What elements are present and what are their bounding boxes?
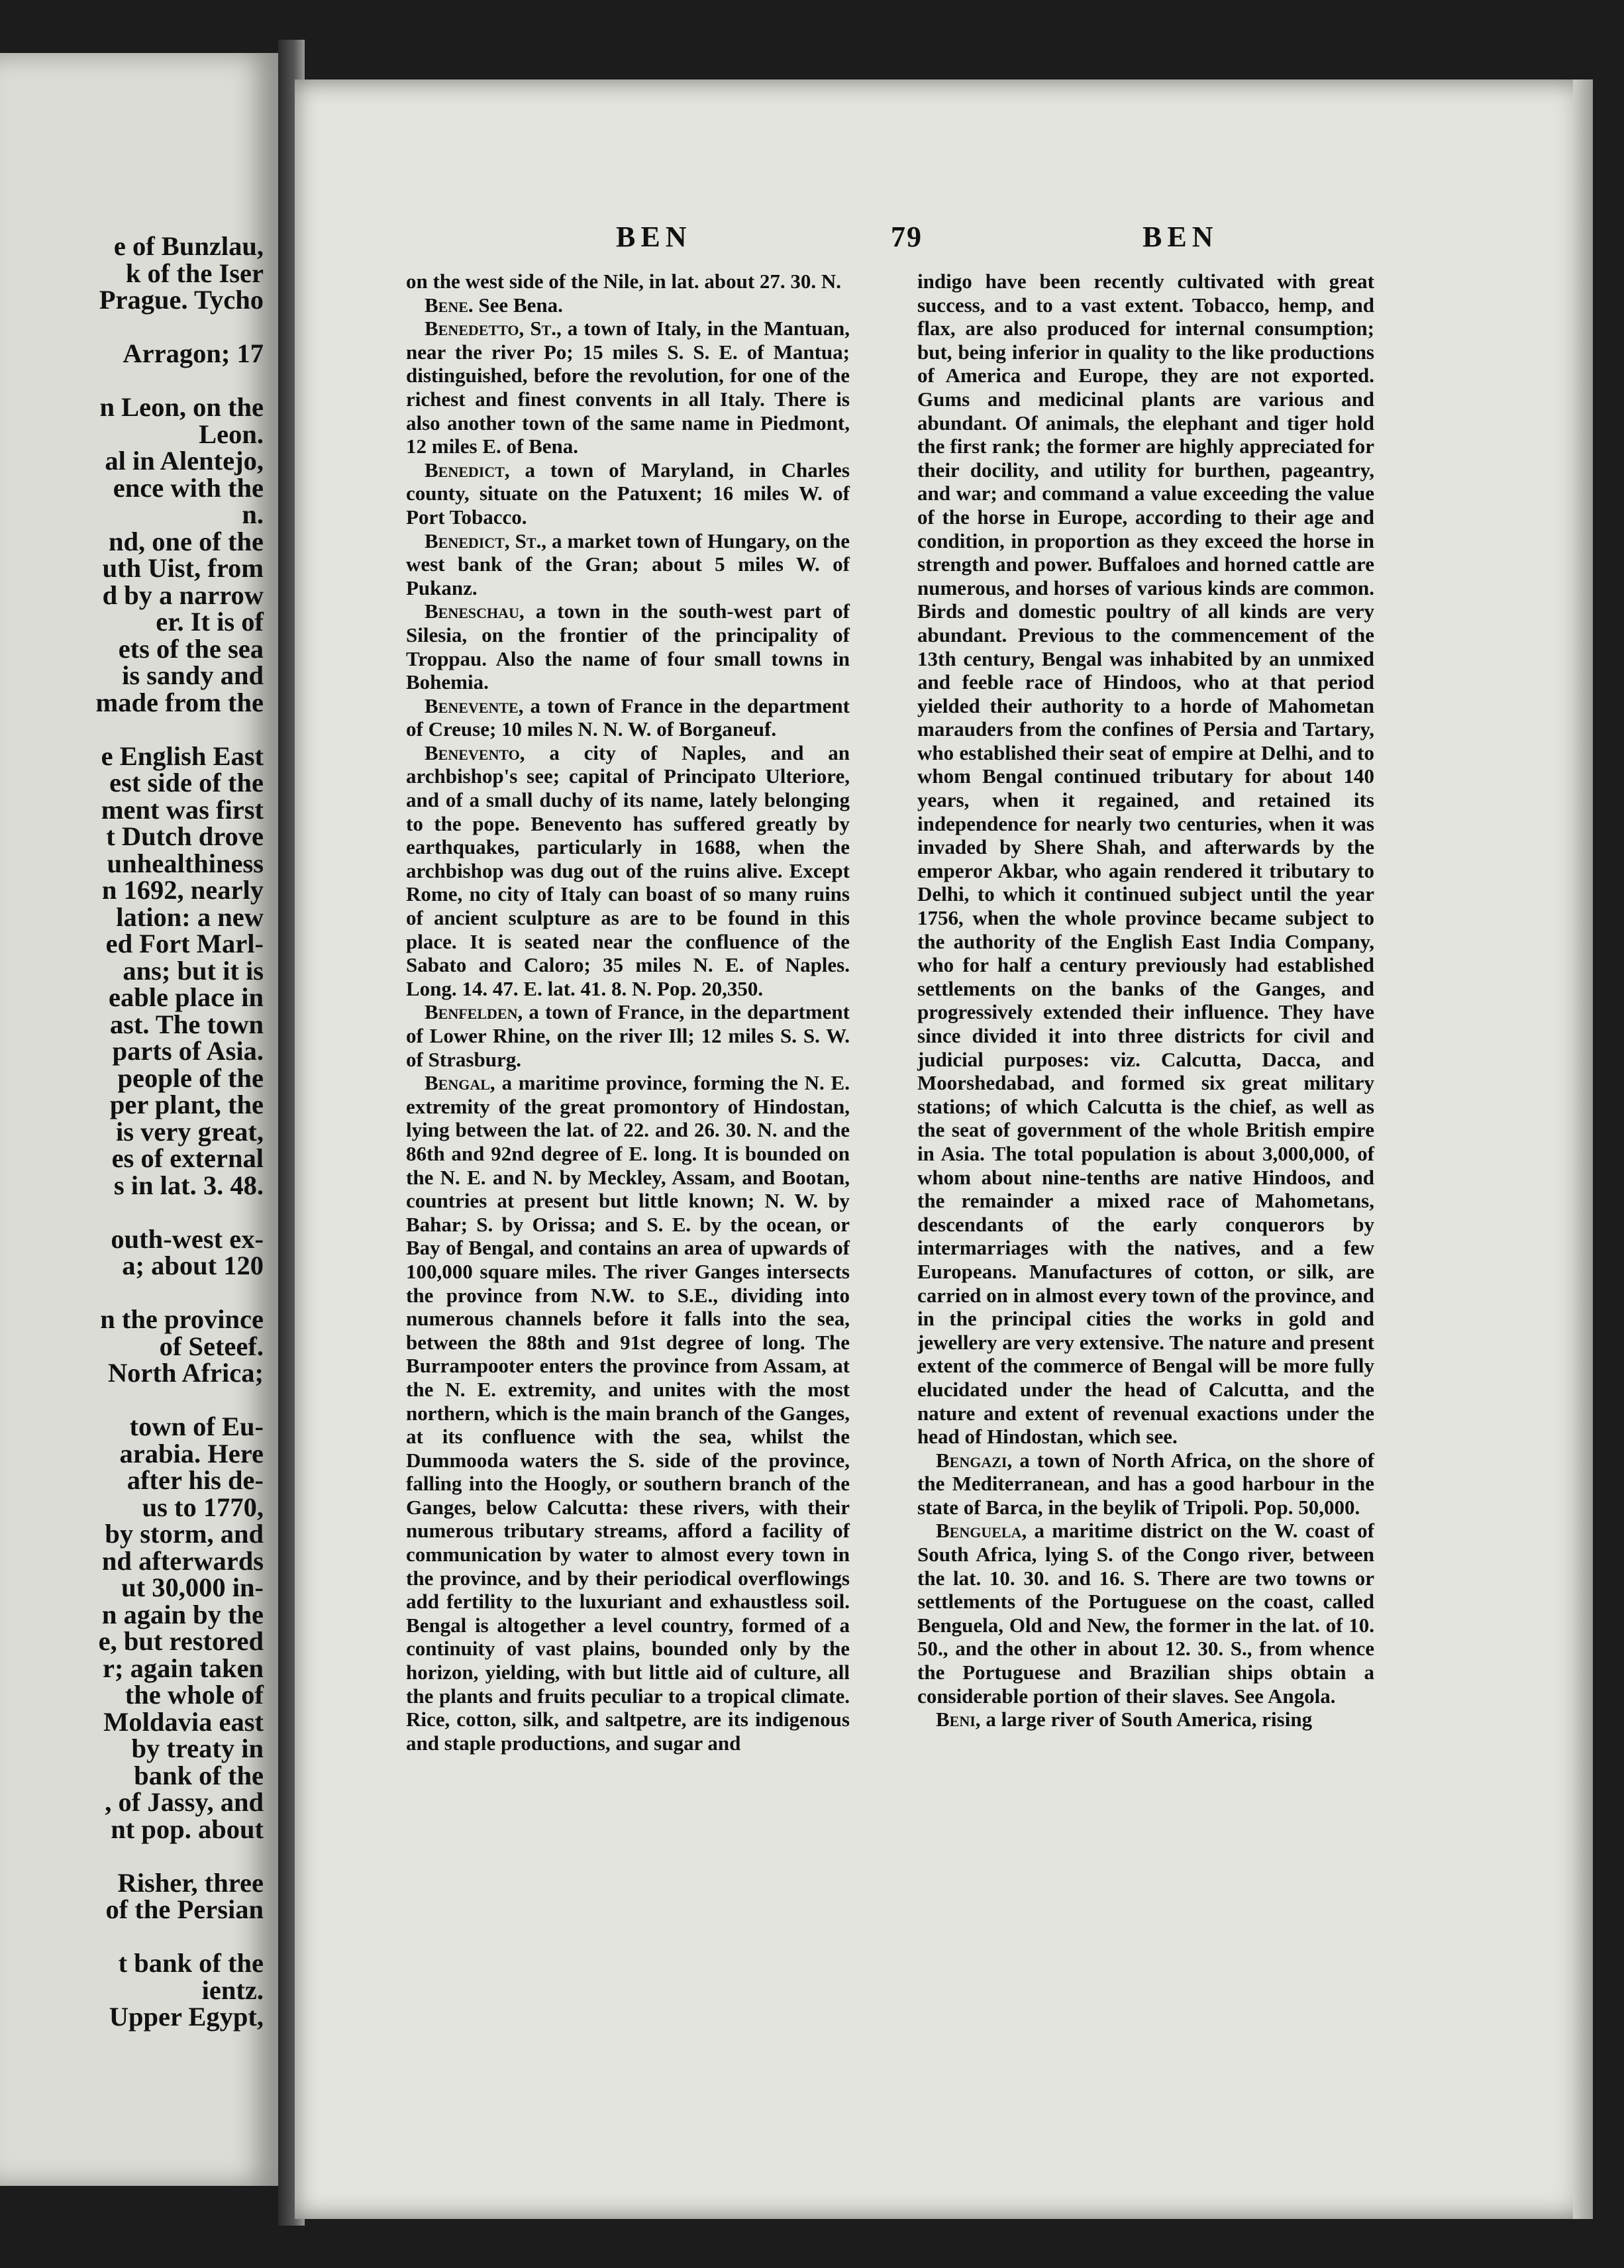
entry-headword: Benfelden,	[425, 1000, 523, 1024]
gazetteer-entry	[406, 694, 850, 741]
previous-page-line: ast. The town	[109, 1009, 264, 1039]
previous-page-line: us to 1770,	[142, 1492, 264, 1522]
previous-page-line: nd, one of the	[108, 526, 264, 556]
previous-page-line: t bank of the	[118, 1948, 264, 1978]
previous-page-line	[0, 1280, 264, 1307]
previous-page-line: outh-west ex-	[111, 1223, 264, 1254]
previous-page	[0, 53, 278, 2186]
previous-page-line: ans; but it is	[123, 955, 264, 986]
gazetteer-entry	[406, 317, 850, 458]
previous-page-line: unhealthiness	[107, 848, 264, 878]
previous-page-line	[0, 1843, 264, 1870]
previous-page-line	[0, 1924, 264, 1951]
gazetteer-entry	[406, 1071, 850, 1755]
entry-text: a town of Maryland, in Charles county, situate on the Patuxent; 16 miles W. of Port Tobacco.	[406, 458, 850, 529]
right-column	[917, 270, 1374, 1731]
previous-page-line: ientz.	[201, 1975, 264, 2005]
entry-headword: Benedetto, St.,	[425, 317, 562, 340]
entry-headword: Bengazi,	[936, 1448, 1013, 1472]
entry-text: on the west side of the Nile, in lat. about 27. 30. N.	[406, 270, 842, 293]
entry-text: See Bena.	[473, 293, 563, 317]
previous-page-line: the whole of	[125, 1680, 264, 1710]
entry-headword: Benevento,	[425, 741, 525, 764]
previous-page-line: Upper Egypt,	[109, 2002, 264, 2032]
entry-text: indigo have been recently cultivated with great success, and to a vast extent. Tobacco, hemp, and flax, are also produced for internal consumption; but, being inferior in quality to the like productions of America and Europe, they are not exported. Gums and medicinal plants are various and abundant. Of animals, the elephant and tiger hold the first rank; the former are highly appreciated for their docility, and utility for burthen, pageantry, and war; and command a value exceeding the value of the horse in Europe, according to their age and condition, in proportion as they exceed the horse in strength and power. Buffaloes and horned cattle are numerous, and horses of various kinds are common. Birds and domestic poultry of all kinds are very abundant. Previous to the commencement of the 13th century, Bengal was inhabited by an unmixed and feeble race of Hindoos, who at that period yielded their authority to a horde of Mahometan marauders from the confines of Persia and Tartary, who established their seat of empire at Delhi, and to whom Bengal continued tributary for about 140 years, when it regained, and retained its independence for nearly two centuries, when it was invaded by Shere Shah, and afterwards by the emperor Akbar, who again rendered it tributary to Delhi, to which it continued subject until the year 1756, when the whole province became subject to the authority of the English East India Company, who for half a century previously had established settlements on the banks of the Ganges, and progressively extended their influence. They have since divided it into three districts for civil and judicial purposes: viz. Calcutta, Dacca, and Moorshedabad, and formed six great military stations; of which Calcutta is the chief, as well as the seat of government of the whole British empire in Asia. The total population is about 3,000,000, of whom about nine-tenths are native Hindoos, and the remainder a mixed race of Mahometans, descendants of the early conquerors by intermarriages with the natives, and a few Europeans. Manufactures of cotton, or silk, are carried on in almost every town of the province, and in the principal cities the works in gold and jewellery are very extensive. The nature and present extent of the commerce of Bengal will be more fully elucidated under the head of Calcutta, and the nature and extent of revenual exactions under the head of Hindostan, which see.	[917, 270, 1374, 1449]
running-header	[295, 220, 1593, 257]
gazetteer-entry	[406, 270, 850, 293]
previous-page-line: e of Bunzlau,	[113, 231, 264, 261]
header-left-guide-word: BEN	[616, 221, 692, 253]
previous-page-line: per plant, the	[109, 1090, 264, 1119]
previous-page-line: er. It is of	[156, 607, 264, 637]
previous-page-line: r; again taken	[103, 1653, 264, 1683]
previous-page-line: n Leon, on the	[99, 392, 264, 422]
previous-page-line: people of the	[117, 1062, 264, 1093]
page-number: 79	[891, 221, 923, 253]
gazetteer-entry	[406, 599, 850, 694]
previous-page-line: nd afterwards	[101, 1545, 264, 1576]
previous-page-line: of Seteef.	[159, 1331, 264, 1361]
previous-page-line: is very great,	[115, 1116, 264, 1147]
previous-page-line: Prague. Tycho	[99, 285, 264, 315]
previous-page-line: lation: a new	[116, 902, 264, 932]
previous-page-line: n.	[242, 499, 264, 529]
previous-page-line: e, but restored	[98, 1626, 264, 1656]
previous-page-line: of the Persian	[105, 1894, 264, 1924]
gazetteer-entry	[406, 458, 850, 529]
previous-page-line: s in lat. 3. 48.	[113, 1170, 264, 1200]
previous-page-line: after his de-	[127, 1465, 264, 1495]
previous-page-line: uth Uist, from	[102, 553, 264, 583]
entry-text: a town in the south-west part of Silesia, on the frontier of the principality of Troppau. Also the name of four small towns in Bohemia.	[406, 599, 850, 694]
previous-page-line: by storm, and	[105, 1519, 264, 1549]
previous-page-line	[0, 368, 264, 395]
previous-page-line	[0, 716, 264, 743]
entry-text: a market town of Hungary, on the west bank of the Gran; about 5 miles W. of Pukanz.	[406, 529, 850, 599]
previous-page-line: ut 30,000 in-	[121, 1572, 264, 1602]
previous-page-line: arabia. Here	[119, 1438, 264, 1469]
entry-headword: Bene.	[425, 293, 474, 317]
book-page	[295, 79, 1593, 2219]
previous-page-line: town of Eu-	[129, 1412, 264, 1441]
entry-text: a maritime district on the W. coast of South Africa, lying S. of the Congo river, between the lat. 10. 30. and 16. S. There are two towns or settlements of the Portuguese on the coast, called Benguela, Old and New, the former in the lat. of 10. 50., and the other in about 12. 30. S., from whence the Portuguese and Brazilian ships obtain a considerable portion of their slaves. See Angola.	[917, 1519, 1374, 1708]
previous-page-line: e English East	[101, 741, 264, 771]
previous-page-line	[0, 1199, 264, 1226]
entry-headword: Benedict, St.,	[425, 529, 547, 552]
previous-page-line: parts of Asia.	[112, 1036, 264, 1066]
previous-page-line: Leon.	[199, 419, 264, 449]
previous-page-line: Arragon; 17	[123, 338, 264, 368]
header-right-guide-word: BEN	[1142, 221, 1219, 253]
gazetteer-entry	[917, 1708, 1374, 1731]
previous-page-line: es of external	[111, 1143, 264, 1173]
previous-page-line: d by a narrow	[102, 580, 264, 610]
entry-text: a city of Naples, and an archbishop's see; capital of Principato Ulteriore, and of a small duchy of its name, lately belonging to the pope. Benevento has suffered greatly by earthquakes, particularly in 1688, when the archbishop was dug out of the ruins alive. Except Rome, no city of Italy can boast of so many ruins of ancient sculpture as are to be found in this place. It is seated near the confluence of the Sabato and Caloro; 35 miles N. E. of Naples. Long. 14. 47. E. lat. 41. 8. N. Pop. 20,350.	[406, 741, 850, 1000]
previous-page-line: t Dutch drove	[106, 821, 264, 851]
previous-page-line: by treaty in	[131, 1733, 264, 1763]
previous-page-line: Risher, three	[117, 1867, 264, 1898]
previous-page-line: n the province	[100, 1304, 264, 1334]
gazetteer-entry	[406, 1000, 850, 1071]
previous-page-line: ets of the sea	[118, 633, 264, 664]
previous-page-line: North Africa;	[107, 1358, 264, 1388]
previous-page-line: a; about 120	[122, 1251, 264, 1280]
entry-headword: Bengal,	[425, 1071, 495, 1095]
entry-text: a town of France in the department of Creuse; 10 miles N. N. W. of Borganeuf.	[406, 694, 850, 741]
previous-page-line: ence with the	[113, 472, 264, 503]
entry-headword: Beneschau,	[425, 599, 525, 623]
entry-text: a town of North Africa, on the shore of the Mediterranean, and has a good harbour in the state of Barca, in the beylik of Tripoli. Pop. 50,000.	[917, 1448, 1374, 1519]
previous-page-line: al in Alentejo,	[105, 446, 264, 476]
previous-page-line: nt pop. about	[111, 1814, 264, 1844]
entry-text: a town of Italy, in the Mantuan, near the river Po; 15 miles S. S. E. of Mantua; distinguished, before the revolution, for one of the richest and finest convents in all Italy. There is also another town of the same name in Piedmont, 12 miles E. of Bena.	[406, 317, 850, 458]
gazetteer-entry	[406, 293, 850, 317]
previous-page-line: ment was first	[101, 794, 264, 825]
previous-page-line: k of the Iser	[125, 258, 264, 288]
entry-text: a maritime province, forming the N. E. extremity of the great promontory of Hindostan, lying between the lat. of 22. and 26. 30. N. and the 86th and 92nd degree of E. long. It is bounded on the N. E. and N. by Meckley, Assam, and Bootan, countries at present but little known; N. W. by Bahar; S. by Orissa; and S. E. by the ocean, or Bay of Bengal, and contains an area of upwards of 100,000 square miles. The river Ganges intersects the province from N.W. to S.E., dividing into numerous channels before it falls into the sea, between the 88th and 91st degree of long. The Burrampooter enters the province from Assam, at the N. E. extremity, and unites with the most northern, which is the main branch of the Ganges, at its confluence with the sea, whilst the Dummooda waters the S. side of the province, falling into the Hoogly, or southern branch of the Ganges, below Calcutta: these rivers, with their numerous tributary streams, afford a facility of communication by water to almost every town in the province, and by their periodical overflowings add fertility to the luxuriant and exhaustless soil. Bengal is altogether a level country, formed of a continuity of vast plains, bounded only by the horizon, yielding, with but little aid of culture, all the plants and fruits peculiar to a tropical climate. Rice, cotton, silk, and saltpetre, are its indigenous and staple productions, and sugar and	[406, 1071, 850, 1755]
left-column	[406, 270, 850, 1755]
previous-page-line: eable place in	[109, 982, 264, 1012]
gazetteer-entry	[406, 741, 850, 1001]
previous-page-line: ed Fort Marl-	[105, 929, 264, 958]
previous-page-line: Moldavia east	[103, 1706, 264, 1737]
gazetteer-entry	[406, 529, 850, 600]
previous-page-line: is sandy and	[122, 660, 264, 690]
previous-page-line: n 1692, nearly	[101, 875, 264, 905]
gazetteer-entry	[917, 270, 1374, 1449]
entry-headword: Benguela,	[936, 1519, 1027, 1543]
entry-headword: Benevente,	[425, 694, 524, 717]
previous-page-line	[0, 314, 264, 341]
previous-page-line: , of Jassy, and	[105, 1787, 264, 1817]
gazetteer-entry	[917, 1519, 1374, 1708]
previous-page-line: n again by the	[101, 1599, 264, 1629]
previous-page-text-fragments	[0, 233, 264, 2031]
previous-page-line: est side of the	[109, 768, 264, 798]
entry-text: a town of France, in the department of Lower Rhine, on the river Ill; 12 miles S. S. W. of Strasburg.	[406, 1000, 850, 1071]
gazetteer-entry	[917, 1449, 1374, 1520]
page-edge	[1573, 79, 1593, 2219]
previous-page-line	[0, 1387, 264, 1414]
previous-page-line: made from the	[95, 687, 264, 717]
entry-headword: Benedict,	[425, 458, 510, 482]
entry-headword: Beni,	[936, 1708, 981, 1731]
previous-page-line: bank of the	[134, 1760, 264, 1790]
entry-text: a large river of South America, rising	[980, 1708, 1313, 1731]
